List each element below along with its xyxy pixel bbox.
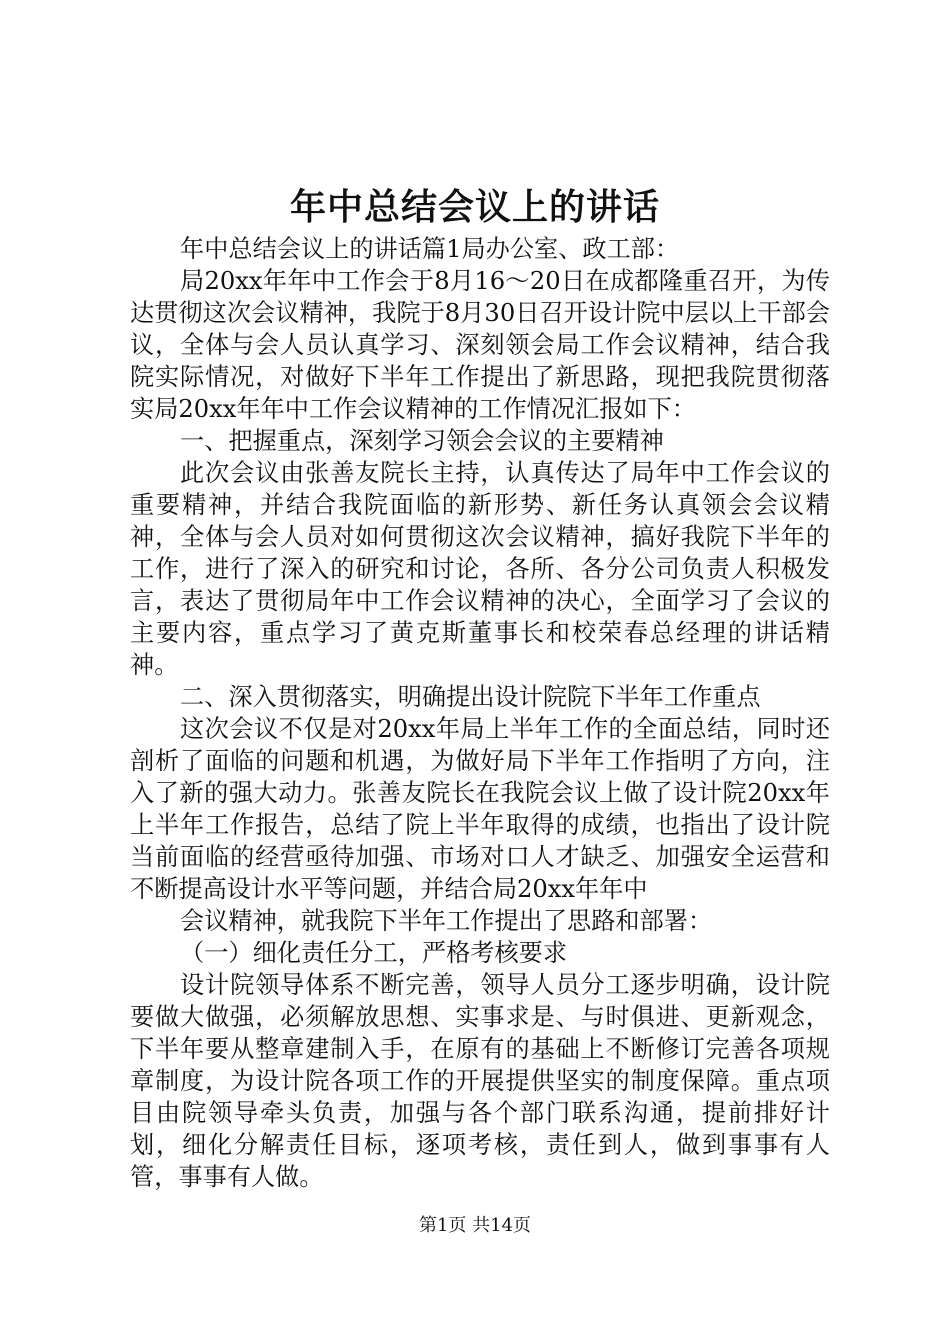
document-body [130, 233, 830, 1193]
paragraph-intro: 年中总结会议上的讲话篇1局办公室、政工部： [180, 235, 680, 263]
page-footer: 第1页 共14页 [418, 1215, 532, 1236]
paragraph-background: 局20xx年年中工作会于8月16～20日在成都隆重召开，为传达贯彻这次会议精神，我院于8月30日召开设计院中层以上干部会议，全体与会人员认真学习、深刻领会局工作会议精神，结合我院实际情况，对做好下半年工作提出了新思路，现把我院贯彻落实局20xx年年中工作会议精神的工作情况汇报如下： [130, 267, 830, 423]
section-heading-2: 二、深入贯彻落实，明确提出设计院院下半年工作重点 [180, 683, 761, 711]
paragraph-meeting-summary: 此次会议由张善友院长主持，认真传达了局年中工作会议的重要精神，并结合我院面临的新形势、新任务认真领会会议精神，全体与会人员对如何贯彻这次会议精神，搞好我院下半年的工作，进行了深入的研究和讨论，各所、各分公司负责人积极发言，表达了贯彻局年中工作会议精神的决心，全面学习了会议的主要内容，重点学习了黄克斯董事长和校荣春总经理的讲话精神。 [130, 459, 830, 679]
document-title: 年中总结会议上的讲话 [289, 187, 660, 228]
subsection-heading-1: （一）细化责任分工，严格考核要求 [180, 939, 568, 967]
paragraph-responsibility: 设计院领导体系不断完善，领导人员分工逐步明确，设计院要做大做强，必须解放思想、实事求是、与时俱进、更新观念，下半年要从整章建制入手，在原有的基础上不断修订完善各项规章制度，为设计院各项工作的开展提供坚实的制度保障。重点项目由院领导牵头负责，加强与各个部门联系沟通，提前排好计划，细化分解责任目标，逐项考核，责任到人，做到事事有人管，事事有人做。 [130, 971, 830, 1191]
paragraph-meeting-review: 这次会议不仅是对20xx年局上半年工作的全面总结，同时还剖析了面临的问题和机遇，为做好局下半年工作指明了方向，注入了新的强大动力。张善友院长在我院会议上做了设计院20xx年上半年工作报告，总结了院上半年取得的成绩，也指出了设计院当前面临的经营亟待加强、市场对口人才缺乏、加强安全运营和不断提高设计水平等问题，并结合局20xx年年中 [130, 715, 830, 903]
paragraph-deployment: 会议精神，就我院下半年工作提出了思路和部署： [180, 907, 713, 935]
section-heading-1: 一、把握重点，深刻学习领会会议的主要精神 [180, 427, 664, 455]
